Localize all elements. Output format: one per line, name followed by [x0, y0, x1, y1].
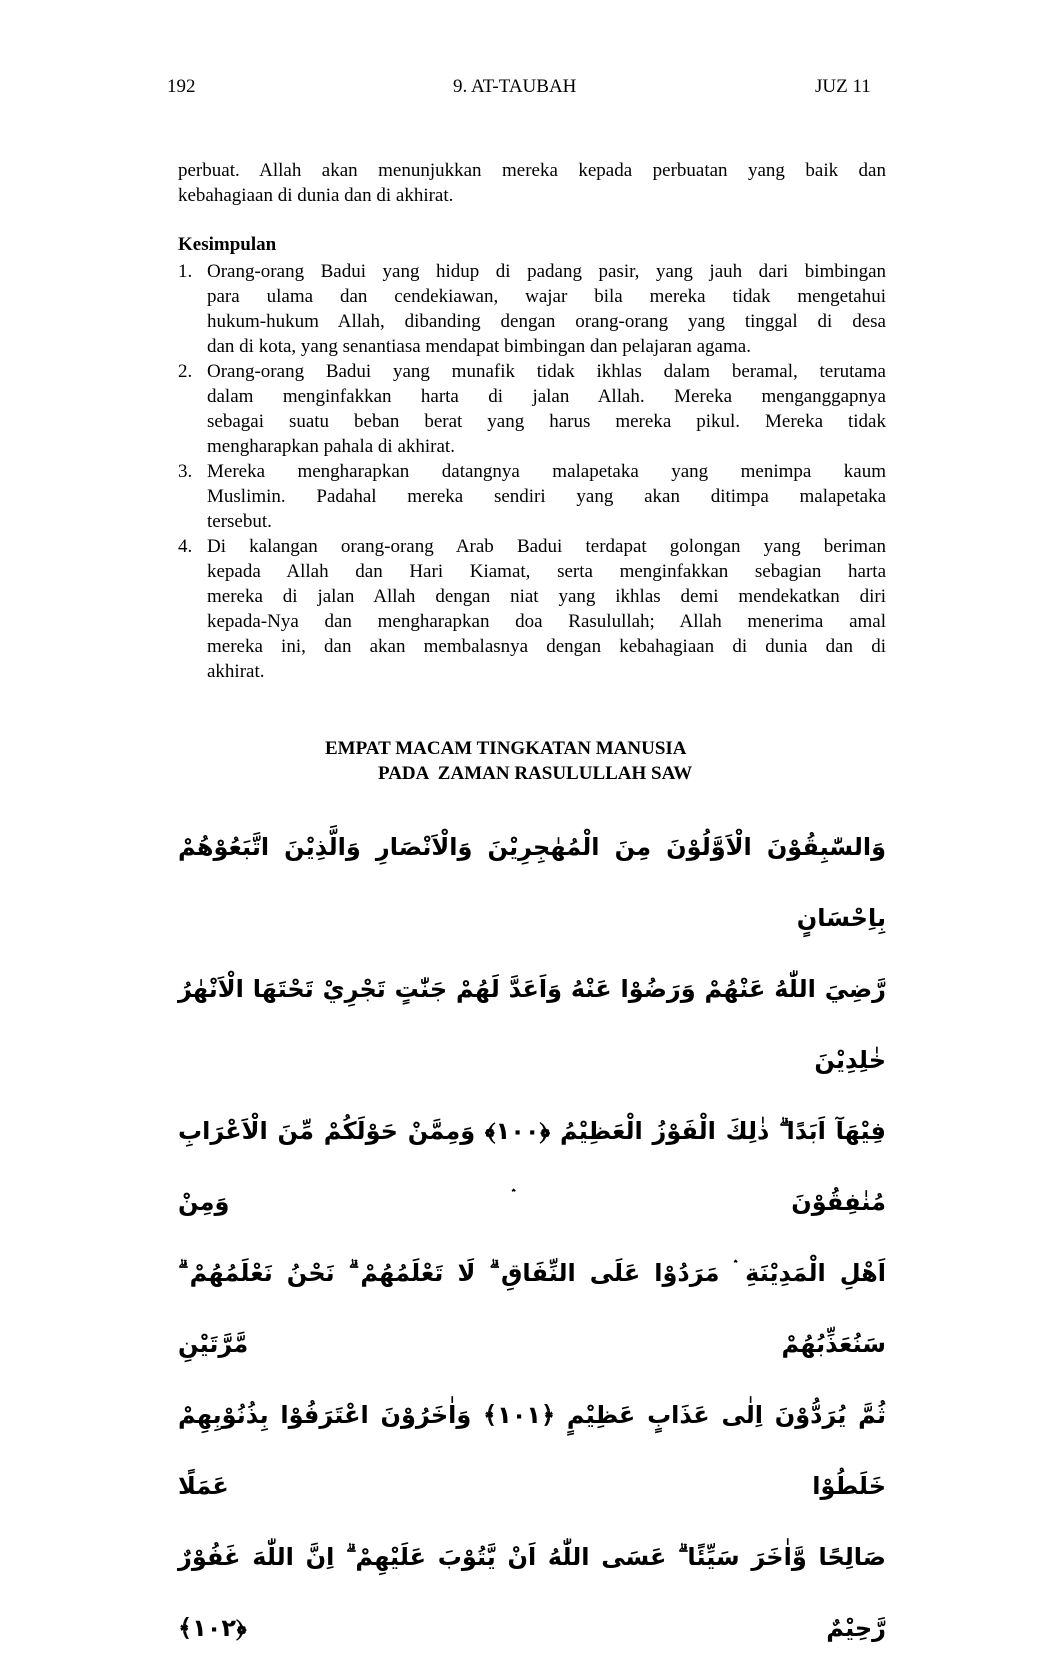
text-line: para ulama dan cendekiawan, wajar bila mereka tidak mengetahui — [207, 286, 886, 307]
verse-line: فِيْهَآ اَبَدًا ۗ ذٰلِكَ الْفَوْزُ الْعَظِيْمُ ﴿١٠٠﴾ وَمِمَّنْ حَوْلَكُمْ مِّنَ الْاَعْرَابِ مُنٰفِقُوْنَ ۛ وَمِنْ — [178, 1117, 887, 1216]
text-line: mereka ini, dan akan membalasnya dengan kebahagiaan di dunia dan di — [207, 636, 886, 657]
verse-line: صَالِحًا وَّاٰخَرَ سَيِّئًا ۗ عَسَى اللّٰهُ اَنْ يَّتُوْبَ عَلَيْهِمْ ۗ اِنَّ اللّٰهَ غَفُوْرٌ رَّحِيْمٌ ﴿١٠٢﴾ — [178, 1543, 886, 1642]
text-line: kebahagiaan di dunia dan di akhirat. — [178, 185, 454, 206]
surah-title: 9. AT-TAUBAH — [453, 76, 577, 97]
text-line: mengharapkan pahala di akhirat. — [207, 436, 455, 457]
text-line: kepada Allah dan Hari Kiamat, serta menginfakkan sebagian harta — [207, 561, 886, 582]
item-number: 4. — [178, 536, 193, 557]
heading-line-1: EMPAT MACAM TINGKATAN MANUSIA — [325, 738, 687, 759]
text-line: Orang-orang Badui yang munafik tidak ikhlas dalam beramal, terutama — [207, 361, 886, 382]
text-line: Orang-orang Badui yang hidup di padang pasir, yang jauh dari bimbingan — [207, 261, 886, 282]
text-line: Di kalangan orang-orang Arab Badui terdapat golongan yang beriman — [207, 536, 886, 557]
text-line: sebagai suatu beban berat yang harus mereka pikul. Mereka tidak — [207, 411, 886, 432]
quran-verses — [178, 812, 886, 1664]
section-heading — [178, 736, 886, 786]
verse-line: رَّضِيَ اللّٰهُ عَنْهُمْ وَرَضُوْا عَنْهُ وَاَعَدَّ لَهُمْ جَنّٰتٍ تَجْرِيْ تَحْتَهَا الْاَنْهٰرُ خٰلِدِيْنَ — [178, 975, 886, 1074]
text-line: perbuat. Allah akan menunjukkan mereka kepada perbuatan yang baik dan — [178, 160, 886, 181]
verse-line: وَالسّٰبِقُوْنَ الْاَوَّلُوْنَ مِنَ الْمُهٰجِرِيْنَ وَالْاَنْصَارِ وَالَّذِيْنَ اتَّبَعُوْهُمْ بِاِحْسَانٍ — [178, 833, 886, 932]
item-number: 3. — [178, 461, 193, 482]
text-line: dan di kota, yang senantiasa mendapat bimbingan dan pelajaran agama. — [207, 336, 751, 357]
text-line: tersebut. — [207, 511, 272, 532]
item-number: 2. — [178, 361, 193, 382]
list-item — [178, 459, 886, 534]
list-item — [178, 259, 886, 359]
text-line: hukum-hukum Allah, dibanding dengan orang-orang yang tinggal di desa — [207, 311, 886, 332]
section-title: Kesimpulan — [178, 234, 277, 255]
item-number: 1. — [178, 261, 193, 282]
intro-paragraph — [178, 158, 886, 208]
heading-line-2: PADA ZAMAN RASULULLAH SAW — [378, 763, 693, 784]
text-line: dalam menginfakkan harta di jalan Allah. Mereka menganggapnya — [207, 386, 886, 407]
text-line: akhirat. — [207, 661, 265, 682]
page-number: 192 — [167, 76, 196, 97]
text-line: Mereka mengharapkan datangnya malapetaka yang menimpa kaum — [207, 461, 886, 482]
text-line: kepada-Nya dan mengharapkan doa Rasulullah; Allah menerima amal — [207, 611, 886, 632]
list-item — [178, 359, 886, 459]
juz-label: JUZ 11 — [815, 76, 871, 97]
text-line: mereka di jalan Allah dengan niat yang ikhlas demi mendekatkan diri — [207, 586, 886, 607]
list-item — [178, 534, 886, 684]
verse-line: اَهْلِ الْمَدِيْنَةِ ۛ مَرَدُوْا عَلَى النِّفَاقِ ۗ لَا تَعْلَمُهُمْ ۗ نَحْنُ نَعْلَمُهُمْ ۗ سَنُعَذِّبُهُمْ مَّرَّتَيْنِ — [178, 1259, 886, 1358]
verse-line: ثُمَّ يُرَدُّوْنَ اِلٰى عَذَابٍ عَظِيْمٍ ﴿١٠١﴾ وَاٰخَرُوْنَ اعْتَرَفُوْا بِذُنُوْبِهِمْ خَلَطُوْا عَمَلًا — [178, 1401, 886, 1500]
text-line: Muslimin. Padahal mereka sendiri yang akan ditimpa malapetaka — [207, 486, 886, 507]
conclusion-list — [178, 259, 886, 684]
